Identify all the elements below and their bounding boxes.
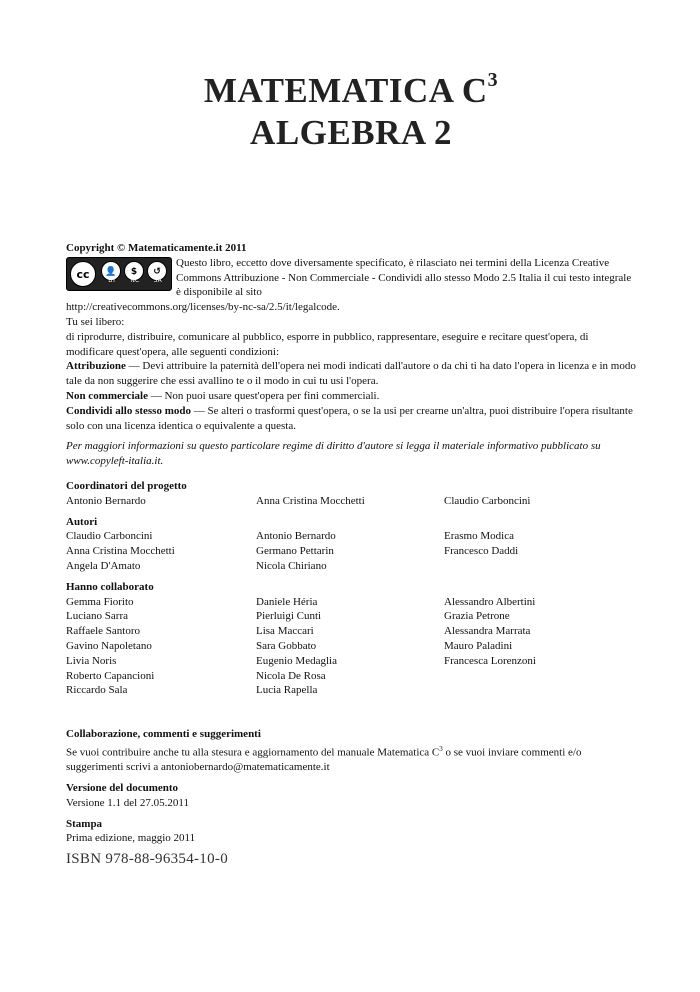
- credit-name: Luciano Sarra: [66, 610, 128, 623]
- free-intro: Tu sei libero:: [66, 315, 125, 328]
- credit-name: Alessandro Albertini: [444, 595, 536, 608]
- collaboration-text-b: o se vuoi inviare commenti e/o suggerimenti scrivi a antoniobernardo@matematicamente.it: [66, 746, 582, 774]
- version-text: Versione 1.1 del 27.05.2011: [66, 796, 190, 809]
- credit-name: Grazia Petrone: [444, 610, 510, 623]
- credit-name: [444, 683, 636, 698]
- credit-name: Claudio Carboncini: [444, 494, 531, 507]
- credit-name: Mauro Paladini: [444, 639, 513, 652]
- credit-name: Anna Cristina Mocchetti: [256, 494, 365, 507]
- credit-name: Livia Noris: [66, 654, 117, 667]
- condition-non-commercial: [66, 389, 636, 404]
- credit-name: Claudio Carboncini: [66, 530, 153, 543]
- license-text: Questo libro, eccetto dove diversamente specificato, è rilasciato nei termini della Licenza Creative Commons Attribuzione - Non Commerciale - Condividi allo stesso Modo 2.5 Italia il cui testo integrale è disponibile al sito: [176, 256, 632, 299]
- title-line-2: ALGEBRA 2: [250, 113, 452, 152]
- non-commercial-icon: $: [124, 261, 144, 281]
- license-row: [66, 256, 636, 300]
- credits-section: [66, 479, 636, 704]
- credit-name: Roberto Capancioni: [66, 669, 155, 682]
- coordinators-title: Coordinatori del progetto: [66, 480, 187, 492]
- condition-attribution: [66, 359, 636, 389]
- license-note: Per maggiori informazioni su questo particolare regime di diritto d'autore si legga il materiale informativo pubblicato su www.copyleft-italia.it.: [66, 440, 601, 468]
- credit-name: Nicola Chiriano: [256, 559, 327, 572]
- coordinators-grid: [66, 494, 636, 509]
- creative-commons-badge: [66, 257, 172, 291]
- book-title: [66, 70, 636, 154]
- credit-name: [444, 559, 636, 574]
- collaboration-text: [66, 742, 636, 775]
- credit-name: Daniele Héria: [256, 595, 318, 608]
- copyright-line: Copyright © Matematicamente.it 2011: [66, 242, 247, 254]
- title-text: MATEMATICA C: [203, 71, 488, 110]
- credit-name: Germano Pettarin: [256, 545, 334, 558]
- free-text: di riprodurre, distribuire, comunicare al pubblico, esporre in pubblico, rappresentare, eseguire e recitare quest'opera, di modificare quest'opera, alle seguenti condizioni:: [66, 330, 589, 358]
- license-url: http://creativecommons.org/licenses/by-nc-sa/2.5/it/legalcode.: [66, 301, 340, 314]
- contributors-title: Hanno collaborato: [66, 580, 154, 593]
- credit-name: Sara Gobbato: [256, 639, 317, 652]
- version-title: Versione del documento: [66, 782, 179, 795]
- credit-name: Lisa Maccari: [256, 625, 314, 638]
- print-text: Prima edizione, maggio 2011: [66, 832, 196, 845]
- print-title: Stampa: [66, 817, 103, 830]
- credit-name: Raffaele Santoro: [66, 625, 141, 638]
- credit-name: Francesca Lorenzoni: [444, 654, 536, 667]
- condition-text: — Non puoi usare quest'opera per fini commerciali.: [147, 389, 380, 402]
- condition-label: Attribuzione: [66, 360, 126, 373]
- credit-name: Lucia Rapella: [256, 684, 318, 697]
- condition-label: Non commerciale: [66, 389, 148, 402]
- credit-name: Erasmo Modica: [444, 530, 514, 543]
- authors-title: Autori: [66, 515, 98, 528]
- footer-section: [66, 727, 636, 867]
- credit-name: Francesco Daddi: [444, 545, 519, 558]
- badge-label-by: BY: [108, 277, 116, 284]
- cc-logo-icon: cc: [70, 261, 96, 287]
- contributors-grid: [66, 595, 636, 699]
- version-block: [66, 781, 636, 811]
- authors-grid: [66, 529, 636, 573]
- condition-share-alike: [66, 404, 636, 434]
- credit-name: Pierluigi Cunti: [256, 610, 322, 623]
- credit-name: Eugenio Medaglia: [256, 654, 337, 667]
- condition-text: — Se alteri o trasformi quest'opera, o se la usi per crearne un'altra, puoi distribuire l'opera risultante solo con una licenza identica o equivalente a questa.: [66, 404, 633, 432]
- license-section: [66, 241, 636, 469]
- print-block: [66, 817, 636, 847]
- credit-name: Gavino Napoletano: [66, 639, 152, 652]
- isbn: ISBN 978-88-96354-10-0: [66, 851, 229, 868]
- credit-name: Angela D'Amato: [66, 559, 141, 572]
- collaboration-title: Collaborazione, commenti e suggerimenti: [66, 728, 261, 740]
- badge-label-sa: SA: [153, 277, 162, 284]
- title-line-1: [66, 70, 636, 112]
- collaboration-text-a: Se vuoi contribuire anche tu alla stesura e aggiornamento del manuale Matematica C: [66, 746, 440, 759]
- badge-labels: [101, 274, 169, 289]
- condition-text: — Devi attribuire la paternità dell'opera nei modi indicati dall'autore o da chi ti ha dato l'opera in licenza e in modo tale da non suggerire che essi avallino te o il modo in cui tu usi l'opera.: [66, 360, 636, 388]
- share-alike-icon: ↺: [147, 261, 167, 281]
- collaboration-superscript: 3: [439, 744, 443, 753]
- credit-name: Gemma Fiorito: [66, 595, 134, 608]
- credit-name: [444, 669, 636, 684]
- credit-name: Anna Cristina Mocchetti: [66, 545, 175, 558]
- credit-name: Nicola De Rosa: [256, 669, 326, 682]
- condition-label: Condividi allo stesso modo: [66, 404, 191, 417]
- credit-name: Antonio Bernardo: [256, 530, 336, 543]
- collaboration-block: [66, 727, 636, 775]
- title-superscript: 3: [487, 69, 499, 91]
- credit-name: Riccardo Sala: [66, 684, 128, 697]
- attribution-icon: 👤: [101, 261, 121, 281]
- credit-name: Antonio Bernardo: [66, 494, 146, 507]
- credit-name: Alessandra Marrata: [444, 625, 531, 638]
- badge-label-nc: NC: [130, 277, 140, 284]
